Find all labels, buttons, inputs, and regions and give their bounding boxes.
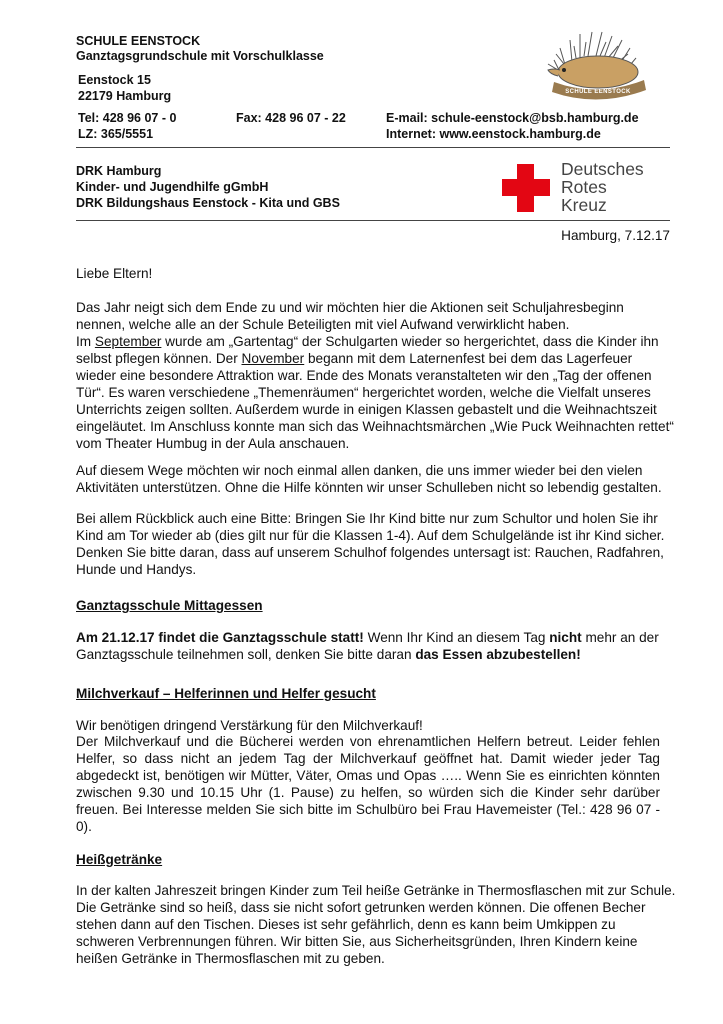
school-city: 22179 Hamburg: [78, 89, 172, 103]
drk-logo-line-2: Rotes: [561, 177, 607, 197]
school-email: E-mail: schule-eenstock@bsb.hamburg.de: [386, 111, 639, 125]
drk-logo: [500, 159, 670, 216]
drk-logo-line-3: Kreuz: [561, 195, 607, 215]
month-november: November: [241, 351, 305, 366]
section-title-lunch: Ganztagsschule Mittagessen: [76, 598, 263, 613]
paragraph-milk-intro: Wir benötigen dringend Verstärkung für den Milchverkauf!: [76, 718, 423, 733]
drk-logo-line-1: Deutsches: [561, 159, 644, 179]
drk-line-2: Kinder- und Jugendhilfe gGmbH: [76, 180, 269, 194]
red-cross-icon: [500, 162, 552, 214]
drk-line-1: DRK Hamburg: [76, 164, 162, 178]
header-divider: [76, 147, 670, 148]
school-fax: Fax: 428 96 07 - 22: [236, 111, 346, 125]
section-title-hot-drinks: Heißgetränke: [76, 852, 163, 867]
school-internet: Internet: www.eenstock.hamburg.de: [386, 127, 601, 141]
month-september: September: [94, 334, 162, 349]
paragraph-lunch: Am 21.12.17 findet die Ganztagsschule statt! Wenn Ihr Kind an diesem Tag nicht mehr an der Ganztagsschule teilnehmen soll, denken Sie bitte daran das Essen abzubestellen!: [76, 630, 659, 662]
letter-date: Hamburg, 7.12.17: [561, 228, 670, 243]
school-name: SCHULE EENSTOCK: [76, 34, 201, 48]
paragraph-request: Bei allem Rückblick auch eine Bitte: Bringen Sie Ihr Kind bitte nur zum Schultor und holen Sie ihr Kind am Tor wieder ab (dies gilt nur für die Klassen 1-4). Auf dem Schulgelände ist ihr Kind sicher. Denken Sie bitte daran, dass auf unserem Schulhof folgendes untersagt ist: Rauchen, Radfahren, Hunde und Handys.: [76, 511, 665, 577]
drk-line-3: DRK Bildungshaus Eenstock - Kita und GBS: [76, 196, 340, 210]
hedgehog-icon: [540, 20, 658, 100]
school-lz: LZ: 365/5551: [78, 127, 154, 141]
paragraph-thanks: Auf diesem Wege möchten wir noch einmal allen danken, die uns immer wieder bei den vielen Aktivitäten unterstützen. Ohne die Hilfe könnten wir unser Schulleben nicht so lebendig gestalten.: [76, 463, 662, 495]
school-tel: Tel: 428 96 07 - 0: [78, 111, 177, 125]
paragraph-milk: Der Milchverkauf und die Bücherei werden von ehrenamtlichen Helfern betreut. Leider fehlen Helfer, so dass nicht an jedem Tag der Milchverkauf geöffnet hat. Damit wieder jeder Tag abgedeckt ist, benötigen wir Mütter, Väter, Omas und Opas ….. Wenn Sie es einrichten könnten zwischen 9.30 und 10.15 Uhr (1. Pause) zu helfen, so würden sich die Kinder sehr darüber freuen. Bei Interesse melden Sie sich bitte im Schulbüro bei Frau Havemeister (Tel.: 428 96 07 - 0).: [76, 734, 660, 834]
paragraph-review-events: Im September wurde am „Gartentag“ der Schulgarten wieder so hergerichtet, dass die Kinder ihn selbst pflegen können. Der November begann mit dem Laternenfest bei dem das Lagerfeuer wieder eine besondere Attraktion war. Ende des Monats veranstalteten wir den „Tag der offenen Tür“. Es waren verschiedene „Themenräumen“ hergerichtet worden, welche die Vielfalt unseres Unterrichts zeigen sollten. Außerdem wurde in einigen Klassen gebastelt und die Weihnachtszeit eingeläutet. Im Anschluss konnte man sich das Weihnachtsmärchen „Wie Puck Weihnachten rettet“ vom Theater Humbug in der Aula anschauen.: [76, 334, 674, 451]
greeting: Liebe Eltern!: [76, 266, 153, 281]
paragraph-review: [76, 299, 674, 452]
section-title-milk: Milchverkauf – Helferinnen und Helfer gesucht: [76, 686, 376, 701]
school-logo-text: SCHULE EENSTOCK: [565, 89, 631, 95]
paragraph-hot-drinks: In der kalten Jahreszeit bringen Kinder zum Teil heiße Getränke in Thermosflaschen mit zur Schule. Die Getränke sind so heiß, dass sie nicht sofort getrunken werden können. Die offenen Becher stehen dann auf den Tischen. Dieses ist sehr gefährlich, denn es kann beim Umkippen zu schweren Verbrennungen führen. Wir bitten Sie, aus Sicherheitsgründen, Ihren Kindern keine heißen Getränke in Thermosflaschen mit zu geben.: [76, 883, 676, 966]
drk-divider: [76, 220, 670, 221]
paragraph-review-intro: Das Jahr neigt sich dem Ende zu und wir möchten hier die Aktionen seit Schuljahresbeginn nennen, welche alle an der Schule Beteiligten mit viel Aufwand verwirklicht haben.: [76, 300, 624, 332]
school-subtitle: Ganztagsgrundschule mit Vorschulklasse: [76, 49, 324, 63]
school-street: Eenstock 15: [78, 73, 151, 87]
school-logo: [540, 20, 658, 100]
